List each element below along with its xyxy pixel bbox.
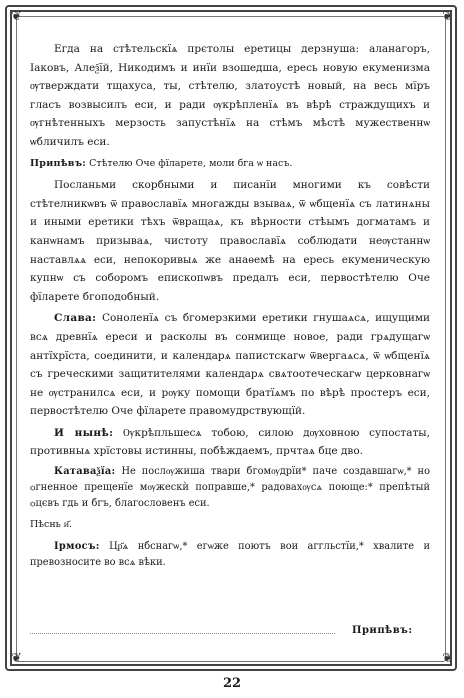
corner-ornament-icon: ❦: [442, 651, 453, 666]
now-label: И нынѣ:: [54, 426, 114, 439]
katavasia: [30, 464, 430, 512]
page-number: 22: [222, 676, 242, 691]
stanza-2: Посланьми скорбными и писанїи многими къ совѣсти стѣтелникѡвъ ѿ православїѧ многажды взываѧ, ѿ ѡбщенїѧ съ латинѧны и иными еретики тѣхъ ѿвращаѧ, къ вѣрности стѣымъ догматамъ и канѡнамъ призываѧ, чистоту православїѧ соблюдати неѹстаннѡ наставлѧѧ еси, непокоривыѧ же анаѳемѣ на ересь екуменическую купнѡ съ соборомъ епископѡвъ предалъ еси, первостѣтелю Оче фїларете бгоподобный.: [30, 179, 430, 303]
irmos-text: Цр҃ѧ нбснагѡ,* егѡже поютъ вои аггльстїи,* хвалите и превозносите во всѧ вѣки.: [30, 540, 430, 568]
irmos: [30, 539, 430, 571]
stanza-1: Егда на стѣтельскїѧ прєтолы еретицы дерзнуша: аланагоръ, Іаковъ, Алеѯїй, Никодимъ и инїи взошедша, ересь новую екуменизма ѹтверждати тщахуса, ты, стѣтелю, златоустѣ новый, на весь мїръ гласъ возвысилъ еси, и ради ѹкрѣпленїѧ въ вѣрѣ страждущихъ и ѹгнѣтенныхъ мерзость запустѣнїѧ на стѣмъ мѣстѣ мужественнѡ ѡбличилъ еси.: [30, 43, 430, 148]
stanza-glory: [30, 309, 430, 421]
corner-ornament-icon: ❦: [11, 9, 22, 24]
now-text: Ѹкрѣпльшесѧ тобою, силою дѹховною супостаты, противныѧ хрїстовы истинны, побѣждаемъ, прчтаѧ бце дво.: [30, 426, 430, 458]
corner-ornament-icon: ❦: [11, 651, 22, 666]
ode-heading: Пѣснь и҃.: [30, 519, 72, 531]
irmos-label: Ірмосъ:: [54, 540, 100, 552]
refrain-text: Стѣтелю Оче фїларете, моли бга ѡ насъ.: [89, 157, 293, 169]
glory-label: Слава:: [54, 312, 97, 325]
stanza-now: [30, 424, 430, 461]
refrain: [30, 155, 430, 174]
liturgical-text-body: [30, 40, 430, 574]
dotted-divider: [30, 633, 335, 634]
katavasia-text: Не послѹжиша твари бгомѹдрїи* паче создавшагѡ,* но ѻгненное прещенїе мѹжескѝ поправше,* радовахѹсѧ поюще:* препѣтый ѻцєвъ гдь и бгъ, благословенъ еси.: [30, 466, 430, 510]
glory-text: Соноленїѧ съ бгомерзкими еретики гнушаѧсѧ, ищущими всѧ древнїѧ ереси и расколы въ сонмище новое, ради грѧдущагѡ антїхрїста, соединити, и календарѧ папистскагѡ ѿвергаѧсѧ, ѿ ѡбщенїѧ съ греческими защитителями календарѧ свѧтоотеческагѡ церковнагѡ не ѹстранилсѧ еси, и рѹку помощи братїѧмъ по вѣрѣ простеръ еси, первостѣтелю Оче фїларете правомудрствующїй.: [30, 312, 430, 418]
katavasia-label: Катаваѯїа:: [54, 466, 116, 478]
corner-ornament-icon: ❦: [442, 9, 453, 24]
refrain-label: Припѣвъ:: [30, 157, 87, 169]
closing-refrain-label: Припѣвъ:: [352, 625, 413, 636]
